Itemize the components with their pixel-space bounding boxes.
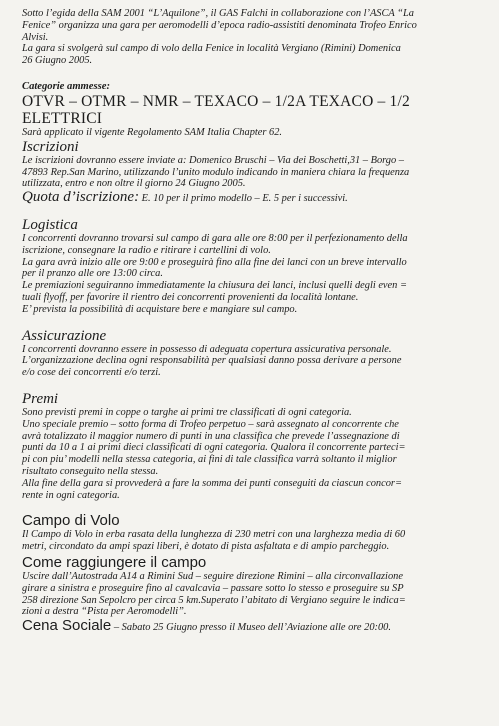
quota-text: E. 10 per il primo modello – E. 5 per i successivi. (139, 193, 348, 205)
iscrizioni-line: utilizzata, entro e non oltre il giorno 24 Giugno 2005. (22, 178, 246, 190)
cena-title: Cena Sociale (22, 617, 112, 635)
intro-line: 26 Giugno 2005. (22, 55, 93, 67)
intro-line: Sotto l’egida della SAM 2001 “L’Aquilone”, il GAS Falchi in collaborazione con l’ASCA “La (22, 8, 414, 19)
logistica-section (22, 217, 483, 316)
raggiungere-line: zioni a destra “Pista per Aeromodelli”. (22, 606, 187, 618)
categorie-note: Sarà applicato il vigente Regolamento SAM Italia Chapter 62. (22, 126, 283, 138)
raggiungere-title: Come raggiungere il campo (22, 553, 207, 571)
premi-line: risultato conseguito nella stessa. (22, 465, 159, 477)
raggiungere-section (22, 555, 483, 618)
assicurazione-line: I concorrenti dovranno essere in possesso di adeguata copertura assicurativa personale. (22, 343, 392, 355)
premi-section (22, 391, 483, 501)
categorie-list: OTVR – OTMR – NMR – TEXACO – 1/2A TEXACO – 1/2 ELETTRICI (22, 92, 410, 127)
assicurazione-section (22, 328, 483, 379)
cena-line (22, 617, 483, 635)
cena-section (22, 617, 483, 635)
premi-line: pi con piu’ modelli nella stessa categoria, ai fini di tale classifica varrà soltanto il miglior (22, 454, 397, 466)
premi-line: avrà totalizzato il maggior numero di punti in una classifica che prevede l’assegnazione di (22, 430, 400, 442)
premi-line: rente in ogni categoria. (22, 489, 120, 501)
intro-line: La gara si svolgerà sul campo di volo della Fenice in località Vergiano (Rimini) Domenica (22, 43, 401, 55)
raggiungere-line: girare a sinistra e proseguire fino al cavalcavia – passare sotto lo stesso e proseguire su SP (22, 582, 404, 594)
assicurazione-title: Assicurazione (22, 327, 107, 344)
quota-line (22, 189, 483, 206)
campo-title: Campo di Volo (22, 512, 120, 530)
iscrizioni-title: Iscrizioni (22, 138, 79, 155)
premi-line: Sono previsti premi in coppe o targhe ai primi tre classificati di ogni categoria. (22, 406, 352, 418)
categorie-title: Categorie ammesse: (22, 80, 110, 92)
logistica-line: Le premiazioni seguiranno immediatamente la chiusura dei lanci, inclusi quelli degli even = (22, 280, 407, 292)
assicurazione-line: L’organizzazione declina ogni responsabilità per qualsiasi danno possa derivare a persone (22, 355, 402, 367)
iscrizioni-section (22, 139, 483, 205)
assicurazione-line: e/o cose dei concorrenti e/o terzi. (22, 367, 161, 379)
iscrizioni-line: Le iscrizioni dovranno essere inviate a: Domenico Bruschi – Via dei Boschetti,31 – Borgo – (22, 154, 404, 166)
logistica-line: E’ prevista la possibilità di acquistare bere e mangiare sul campo. (22, 303, 298, 315)
intro-paragraph (22, 8, 483, 67)
iscrizioni-line: 47893 Rep.San Marino, utilizzando l’unito modulo indicando in maniera chiara la frequenza (22, 166, 410, 178)
logistica-title: Logistica (22, 216, 78, 233)
intro-line: Alvisi. (22, 31, 49, 43)
raggiungere-line: 258 direzione San Sepolcro per circa 5 km.Superato l’abitato di Vergiano seguire le indica= (22, 594, 406, 606)
logistica-line: La gara avrà inizio alle ore 9:00 e proseguirà fino alla fine dei lanci con un breve intervallo (22, 256, 407, 268)
intro-line: Fenice” organizza una gara per aeromodelli d’epoca radio-assistiti denominata Trofeo Enrico (22, 19, 417, 31)
logistica-line: per il pranzo alle ore 13:00 circa. (22, 268, 163, 280)
premi-line: Uno speciale premio – sotto forma di Trofeo perpetuo – sarà assegnato al concorrente che (22, 418, 399, 430)
premi-line: punti da 10 a 1 ai primi dieci classificati di ogni categoria. Qualora il concorrente parteci= (22, 442, 406, 454)
categorie-section (22, 81, 483, 139)
logistica-line: tuali flyoff, per favorire il rientro dei concorrenti provenienti da località lontane. (22, 291, 359, 303)
logistica-line: I concorrenti dovranno trovarsi sul campo di gara alle ore 8:00 per il perfezionamento della (22, 232, 408, 244)
campo-line: metri, circondato da ampi spazi liberi, è dotato di pista asfaltata e di ampio parcheggio. (22, 541, 390, 553)
premi-line: Alla fine della gara si provvederà a fare la somma dei punti conseguiti da ciascun concor= (22, 477, 402, 489)
raggiungere-line: Uscire dall’Autostrada A14 a Rimini Sud – seguire direzione Rimini – alla circonvallazione (22, 570, 403, 582)
logistica-line: iscrizione, consegnare la radio e ritirare i cartellini di volo. (22, 244, 271, 256)
campo-line: Il Campo di Volo in erba rasata della lunghezza di 230 metri con una larghezza media di 60 (22, 529, 406, 541)
quota-title: Quota d’iscrizione: (22, 189, 140, 206)
cena-text: – Sabato 25 Giugno presso il Museo dell’Aviazione alle ore 20:00. (111, 622, 391, 634)
premi-title: Premi (22, 390, 59, 407)
campo-section (22, 513, 483, 553)
